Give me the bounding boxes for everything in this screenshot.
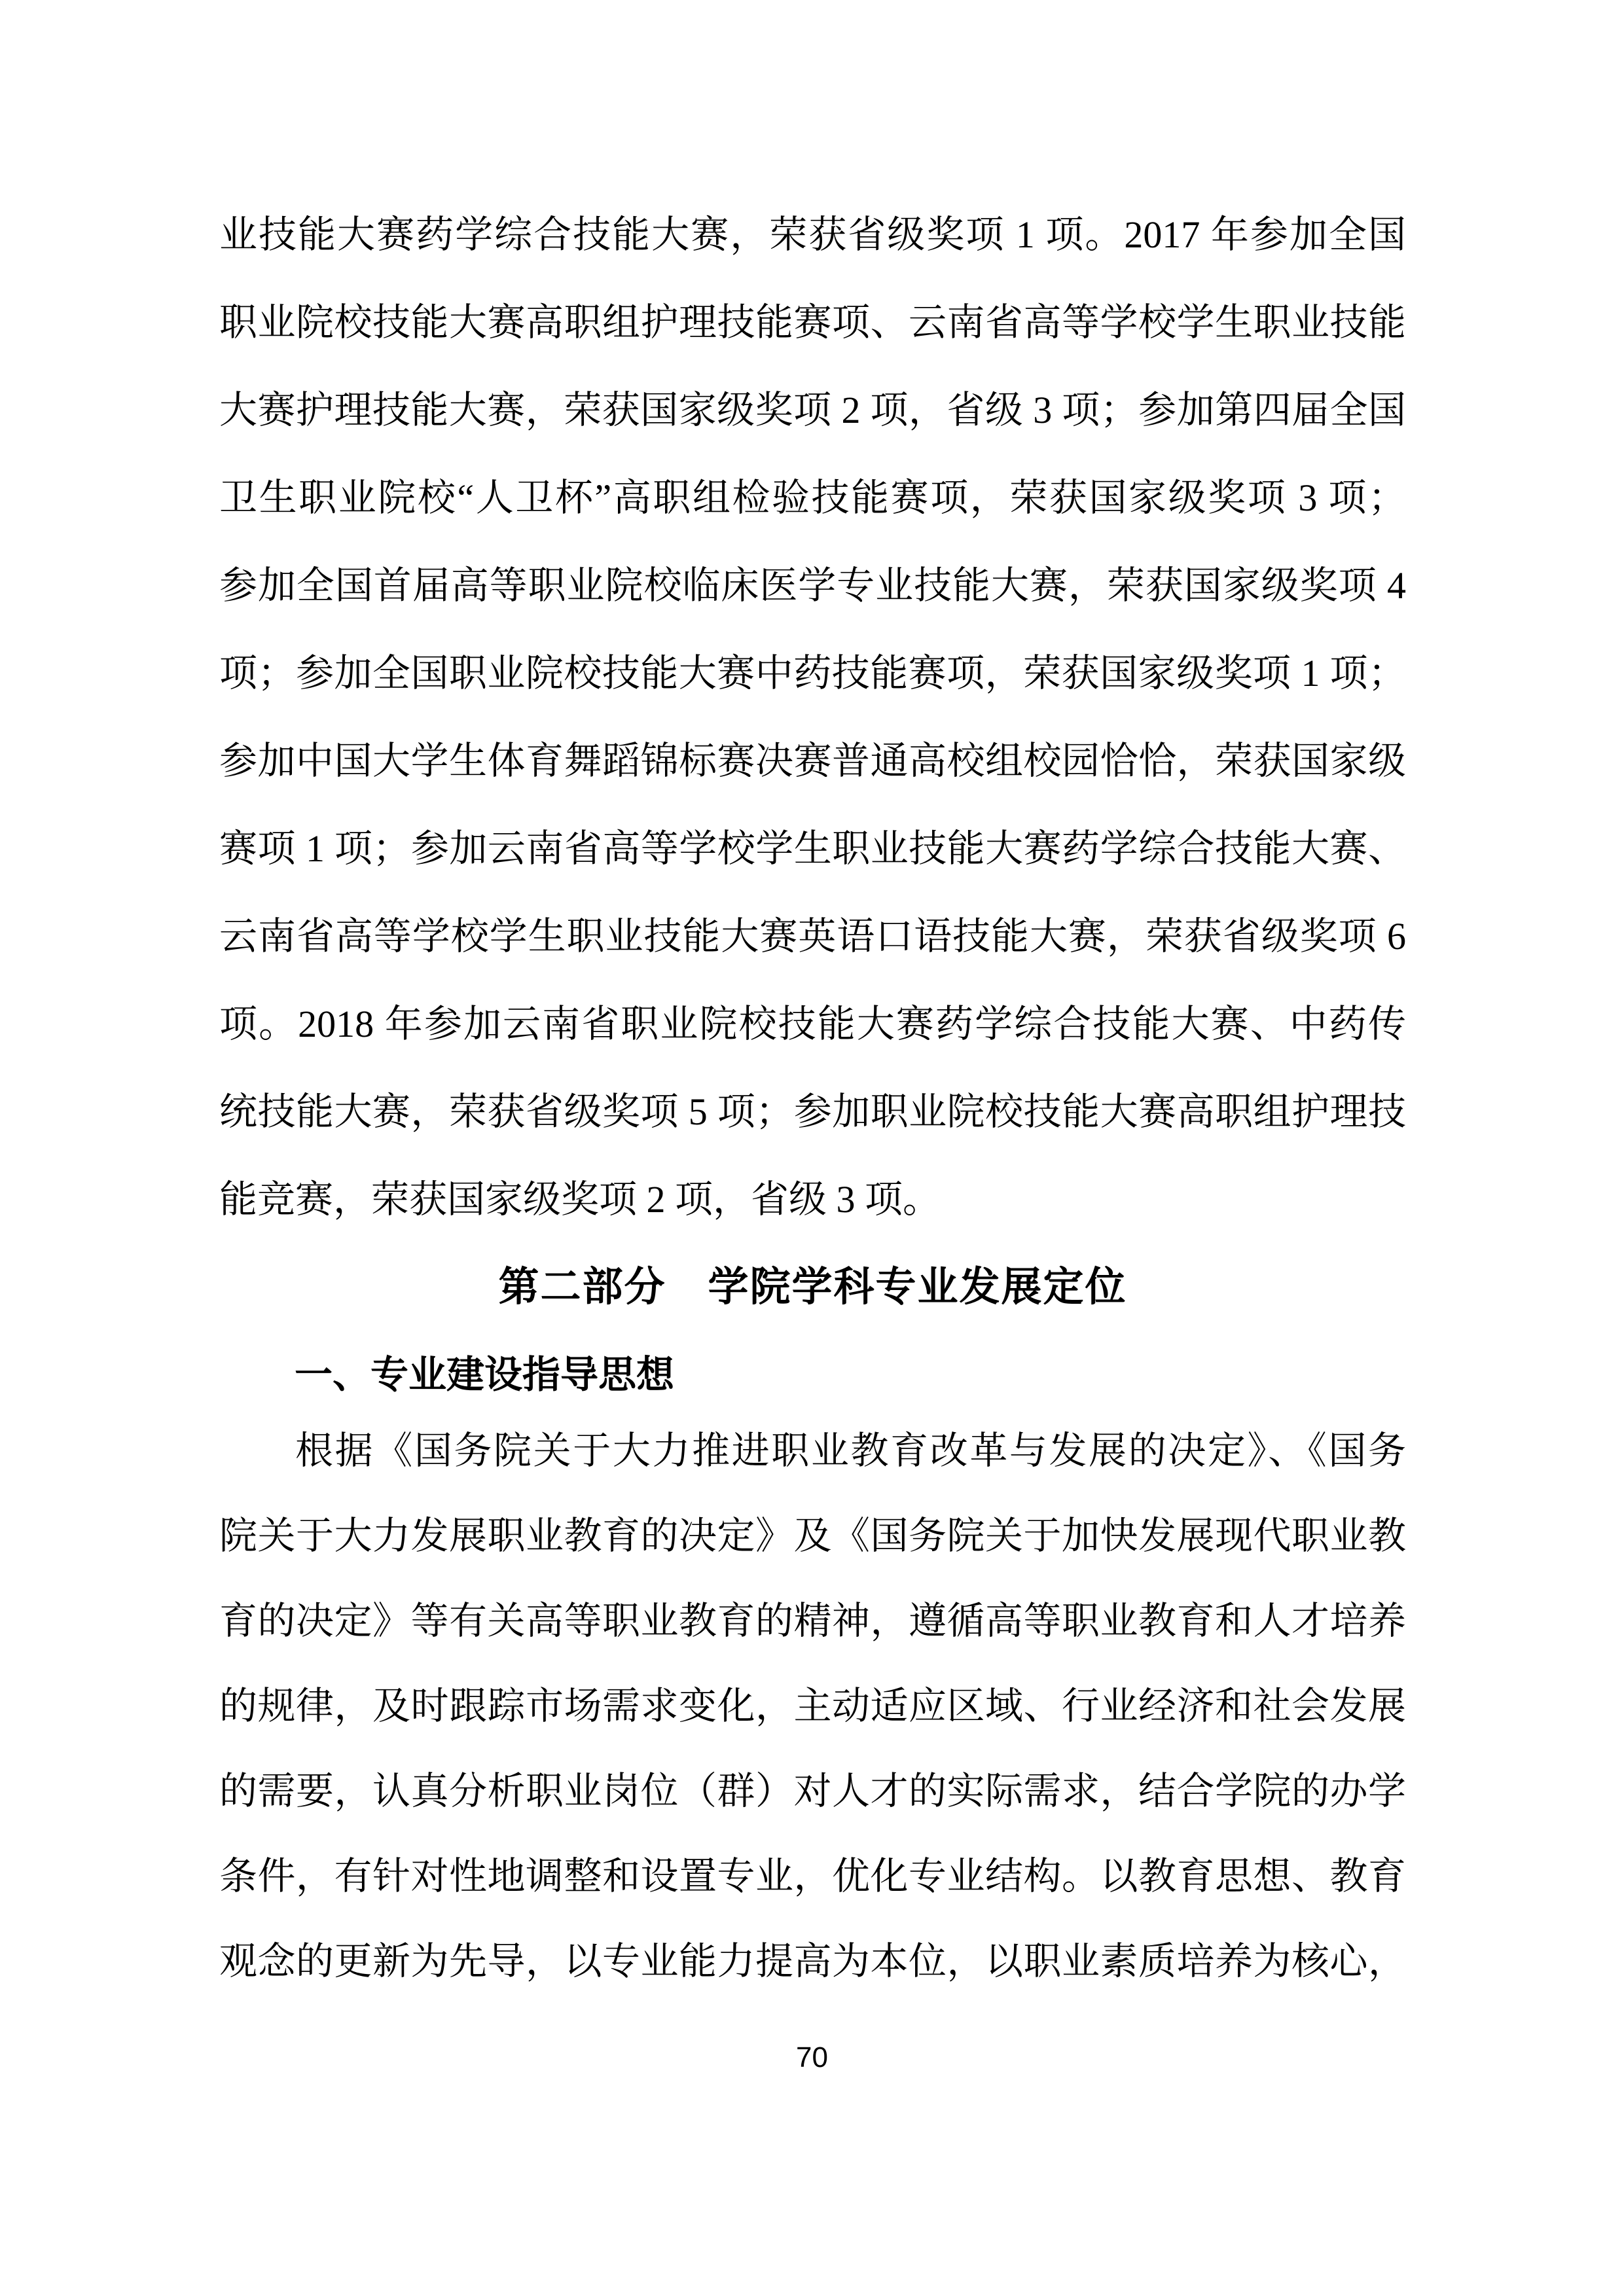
- paragraph-line: 院关于大力发展职业教育的决定》及《国务院关于加快发展现代职业教: [219, 1515, 1406, 1557]
- paragraph-line: 的规律，及时跟踪市场需求变化，主动适应区域、行业经济和社会发展: [219, 1685, 1406, 1727]
- paragraph-line: 云南省高等学校学生职业技能大赛英语口语技能大赛，荣获省级奖项 6: [219, 915, 1406, 958]
- paragraph-line: 职业院校技能大赛高职组护理技能赛项、云南省高等学校学生职业技能: [219, 301, 1406, 344]
- paragraph-line: 的需要，认真分析职业岗位（群）对人才的实际需求，结合学院的办学: [219, 1770, 1406, 1812]
- paragraph-line: 观念的更新为先导，以专业能力提高为本位，以职业素质培养为核心，: [219, 1940, 1406, 1982]
- paragraph-line: 条件，有针对性地调整和设置专业，优化专业结构。以教育思想、教育: [219, 1855, 1406, 1897]
- paragraph-line: 参加全国首届高等职业院校临床医学专业技能大赛，荣获国家级奖项 4: [219, 564, 1406, 607]
- section-heading: 第二部分 学院学科专业发展定位: [498, 1265, 1127, 1310]
- page-content: [219, 191, 1406, 2004]
- paragraph-line: 大赛护理技能大赛，荣获国家级奖项 2 项，省级 3 项；参加第四届全国: [219, 389, 1406, 431]
- body-paragraph: [219, 1408, 1406, 2004]
- paragraph-line: 项；参加全国职业院校技能大赛中药技能赛项，荣获国家级奖项 1 项；: [219, 652, 1406, 694]
- paragraph-line: 根据《国务院关于大力推进职业教育改革与发展的决定》、《国务: [295, 1429, 1406, 1472]
- paragraph-line: 项。2018 年参加云南省职业院校技能大赛药学综合技能大赛、中药传: [219, 1003, 1406, 1045]
- paragraph-line: 参加中国大学生体育舞蹈锦标赛决赛普通高校组校园恰恰，荣获国家级: [219, 740, 1406, 782]
- paragraph-line: 业技能大赛药学综合技能大赛，荣获省级奖项 1 项。2017 年参加全国: [219, 213, 1406, 256]
- paragraph-line: 能竞赛，荣获国家级奖项 2 项，省级 3 项。: [219, 1178, 941, 1221]
- paragraph-line: 赛项 1 项；参加云南省高等学校学生职业技能大赛药学综合技能大赛、: [219, 827, 1406, 870]
- paragraph-line: 育的决定》等有关高等职业教育的精神，遵循高等职业教育和人才培养: [219, 1600, 1406, 1642]
- subsection-heading: 一、专业建设指导思想: [295, 1354, 675, 1396]
- page-number: 70: [796, 2041, 828, 2073]
- paragraph-line: 卫生职业院校“人卫杯”高职组检验技能赛项，荣获国家级奖项 3 项；: [219, 476, 1406, 519]
- continuation-paragraph: [219, 191, 1406, 1244]
- paragraph-line: 统技能大赛，荣获省级奖项 5 项；参加职业院校技能大赛高职组护理技: [219, 1090, 1406, 1133]
